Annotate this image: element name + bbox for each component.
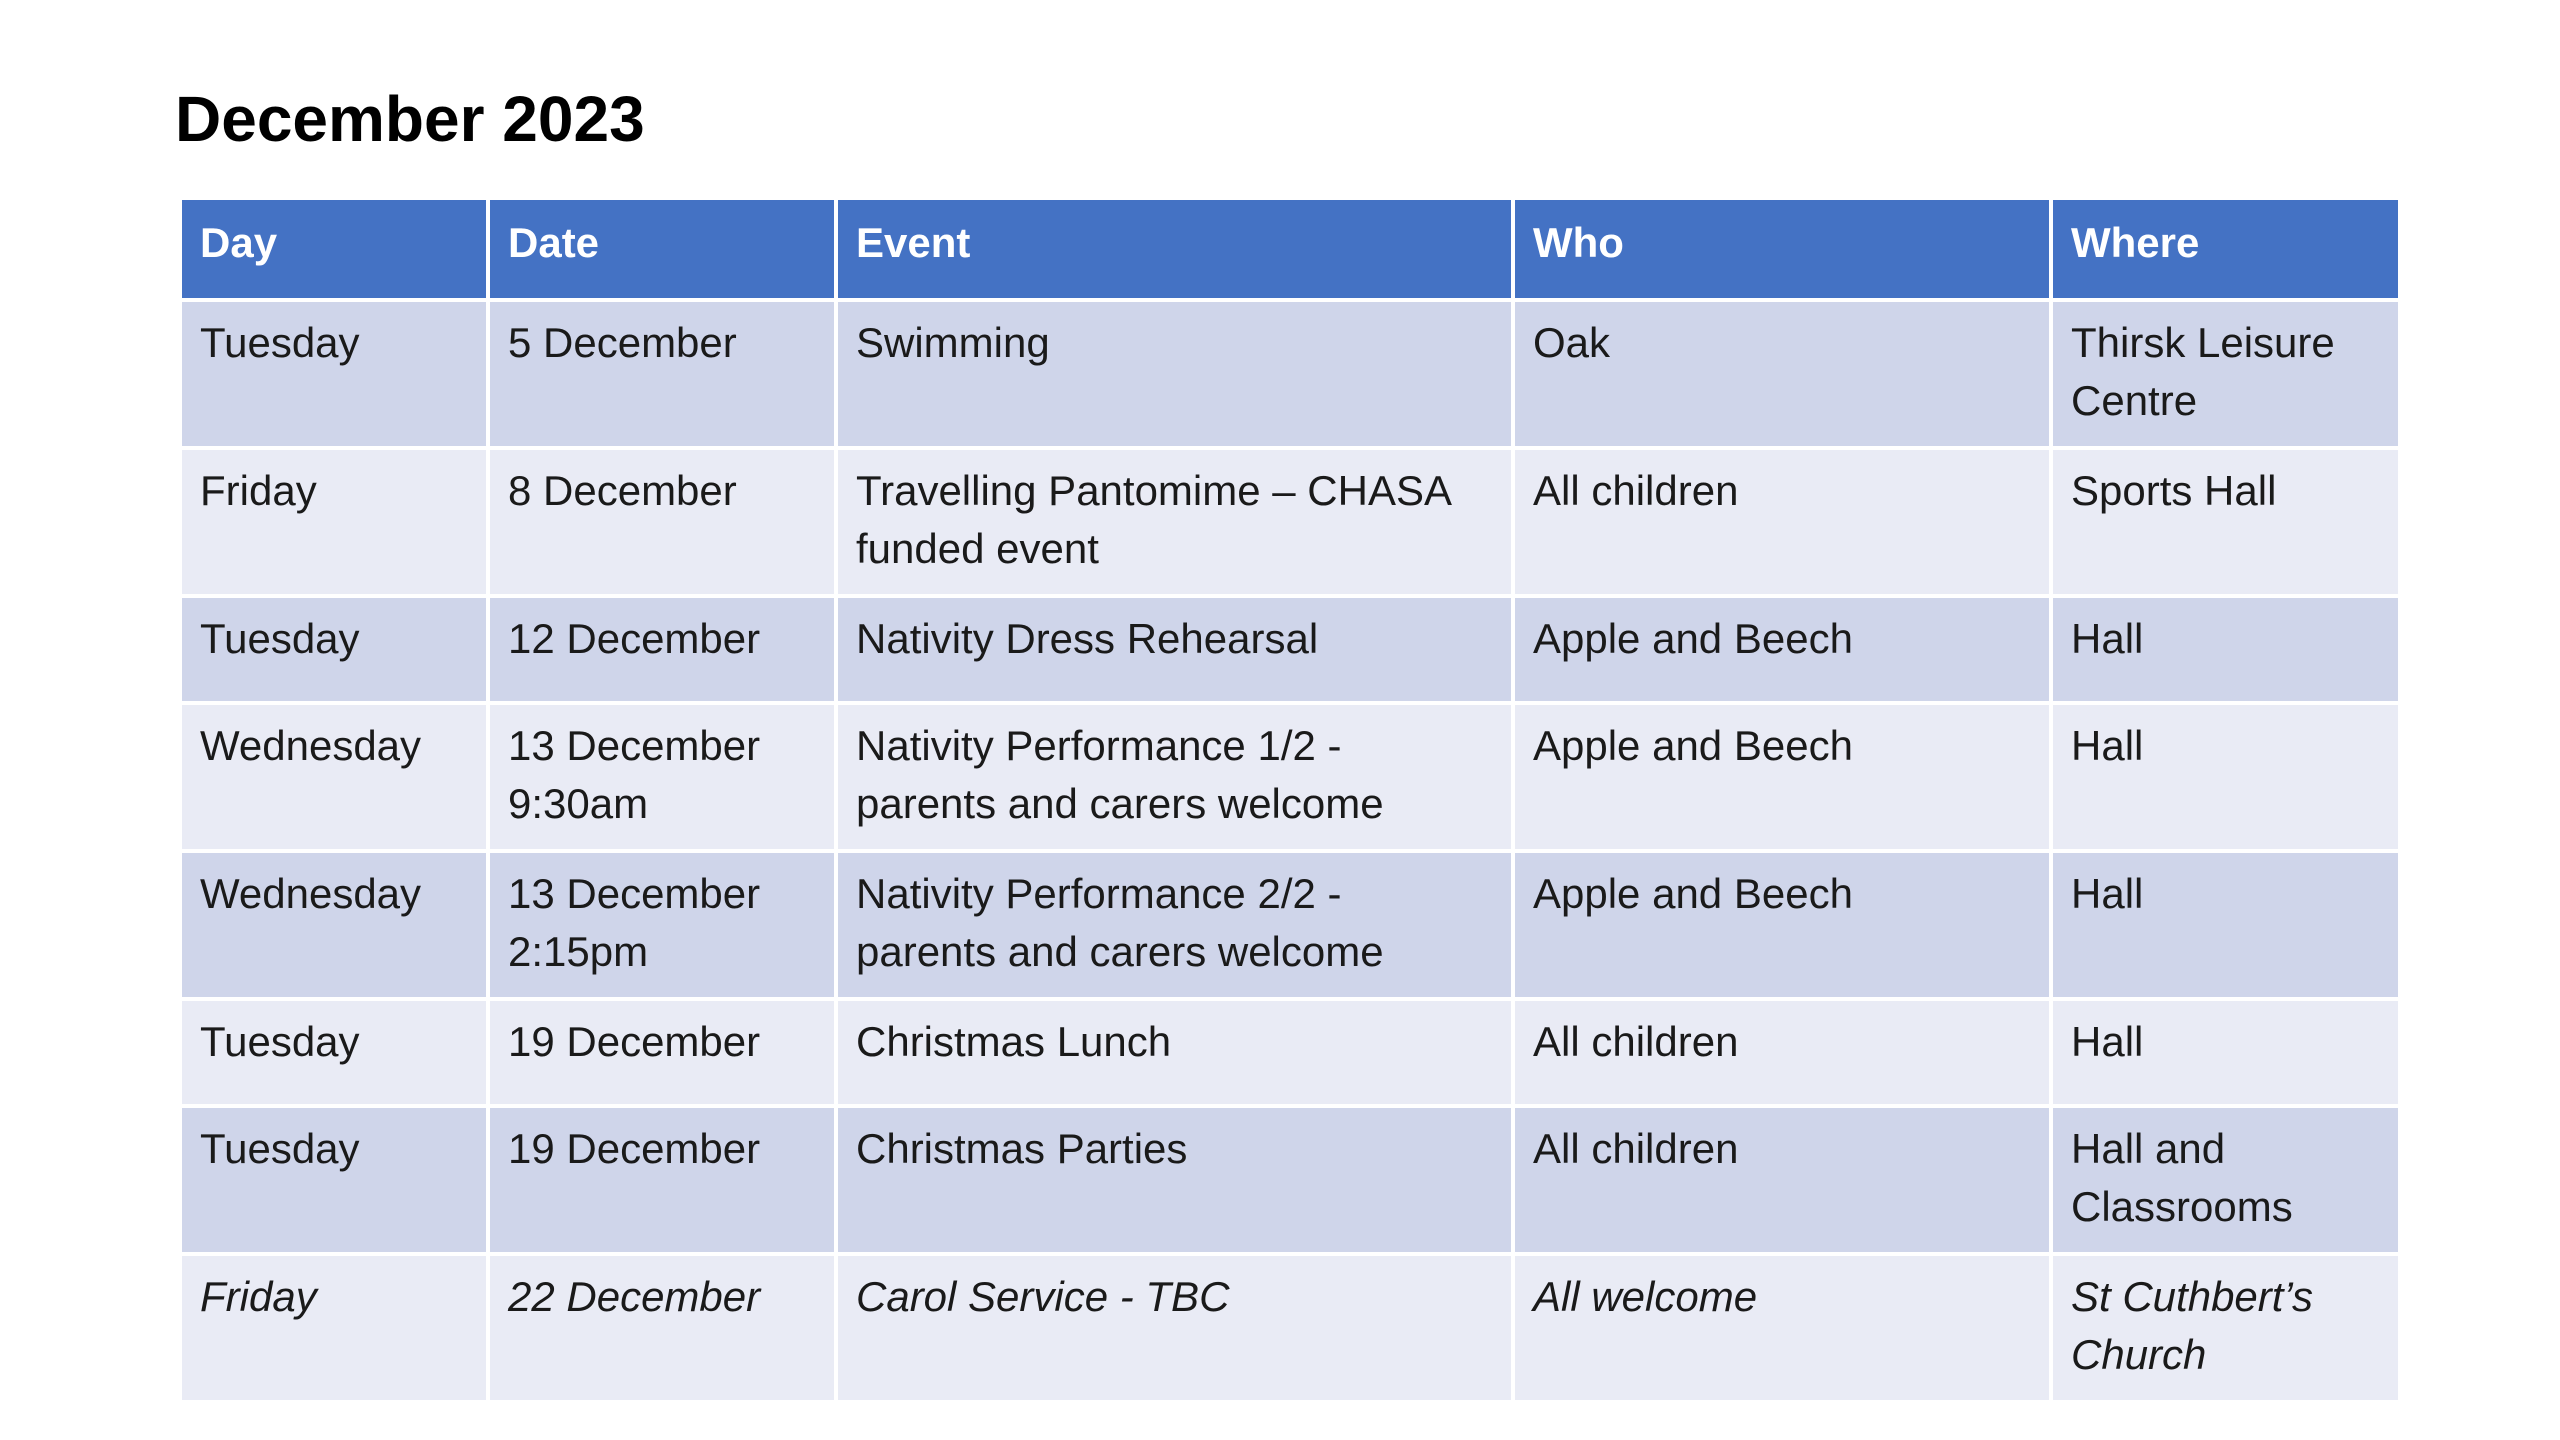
- cell-event-line: parents and carers welcome: [856, 780, 1384, 827]
- cell-date-line: 22 December: [508, 1273, 761, 1320]
- cell-event: [836, 1106, 1513, 1254]
- cell-who: [1513, 596, 2051, 703]
- cell-event: [836, 999, 1513, 1106]
- cell-date-line: 8 December: [508, 467, 737, 514]
- table-row: [180, 999, 2400, 1106]
- column-header-date: Date: [488, 198, 836, 300]
- cell-who: [1513, 448, 2051, 596]
- events-table: [178, 196, 2402, 1404]
- cell-where: [2051, 1106, 2400, 1254]
- cell-where: [2051, 999, 2400, 1106]
- cell-day-text: Friday: [200, 467, 317, 514]
- cell-day-text: Tuesday: [200, 319, 360, 366]
- cell-who: [1513, 703, 2051, 851]
- cell-where-line: Hall and: [2071, 1125, 2226, 1172]
- cell-event: [836, 703, 1513, 851]
- cell-event-line: Travelling Pantomime – CHASA: [856, 467, 1452, 514]
- cell-day: [180, 300, 488, 448]
- cell-day-text: Friday: [200, 1273, 317, 1320]
- cell-event-line: Carol Service - TBC: [856, 1273, 1230, 1320]
- cell-where: [2051, 1254, 2400, 1402]
- cell-day: [180, 703, 488, 851]
- cell-date: [488, 1106, 836, 1254]
- cell-date: [488, 703, 836, 851]
- table-row: [180, 1106, 2400, 1254]
- cell-who-text: Apple and Beech: [1533, 870, 1853, 917]
- cell-who-text: Apple and Beech: [1533, 722, 1853, 769]
- cell-where-line: St Cuthbert’s: [2071, 1273, 2314, 1320]
- cell-date-line: 13 December: [508, 722, 761, 769]
- cell-date: [488, 851, 836, 999]
- cell-event-line: Christmas Lunch: [856, 1018, 1172, 1065]
- cell-date: [488, 1254, 836, 1402]
- cell-date-line: 13 December: [508, 870, 761, 917]
- cell-where: [2051, 851, 2400, 999]
- cell-who: [1513, 851, 2051, 999]
- cell-event: [836, 1254, 1513, 1402]
- table-row: [180, 448, 2400, 596]
- table-row: [180, 703, 2400, 851]
- table-row: [180, 300, 2400, 448]
- cell-event-line: Nativity Performance 1/2 -: [856, 722, 1342, 769]
- cell-where-line: Hall: [2071, 870, 2144, 917]
- cell-event-line: Swimming: [856, 319, 1050, 366]
- column-header-day: Day: [180, 198, 488, 300]
- column-header-who: Who: [1513, 198, 2051, 300]
- cell-day: [180, 851, 488, 999]
- cell-date-line: 12 December: [508, 615, 761, 662]
- cell-event: [836, 596, 1513, 703]
- cell-who: [1513, 300, 2051, 448]
- cell-date-line: 19 December: [508, 1018, 761, 1065]
- cell-event: [836, 851, 1513, 999]
- cell-date-line: 5 December: [508, 319, 737, 366]
- cell-day: [180, 1106, 488, 1254]
- column-header-event: Event: [836, 198, 1513, 300]
- cell-where-line: Hall: [2071, 615, 2144, 662]
- cell-date: [488, 999, 836, 1106]
- cell-where-line: Centre: [2071, 377, 2198, 424]
- cell-where-line: Church: [2071, 1331, 2207, 1378]
- cell-day: [180, 596, 488, 703]
- cell-event-line: parents and carers welcome: [856, 928, 1384, 975]
- cell-where: [2051, 448, 2400, 596]
- cell-who-text: Oak: [1533, 319, 1611, 366]
- cell-day-text: Tuesday: [200, 615, 360, 662]
- cell-date-line: 2:15pm: [508, 928, 649, 975]
- cell-date-line: 9:30am: [508, 780, 649, 827]
- table-row: [180, 1254, 2400, 1402]
- cell-who-text: Apple and Beech: [1533, 615, 1853, 662]
- table-row: [180, 596, 2400, 703]
- cell-who: [1513, 1254, 2051, 1402]
- cell-where: [2051, 596, 2400, 703]
- cell-event-line: Nativity Performance 2/2 -: [856, 870, 1342, 917]
- cell-who-text: All children: [1533, 1018, 1739, 1065]
- table-header-row: [180, 198, 2400, 300]
- cell-where-line: Hall: [2071, 1018, 2144, 1065]
- cell-event-line: funded event: [856, 525, 1099, 572]
- cell-day: [180, 1254, 488, 1402]
- cell-who-text: All children: [1533, 467, 1739, 514]
- cell-where: [2051, 300, 2400, 448]
- cell-date-line: 19 December: [508, 1125, 761, 1172]
- cell-date: [488, 596, 836, 703]
- cell-who-text: All welcome: [1533, 1273, 1758, 1320]
- cell-day: [180, 999, 488, 1106]
- cell-event-line: Christmas Parties: [856, 1125, 1188, 1172]
- column-header-where: Where: [2051, 198, 2400, 300]
- cell-where: [2051, 703, 2400, 851]
- cell-where-line: Sports Hall: [2071, 467, 2277, 514]
- cell-where-line: Hall: [2071, 722, 2144, 769]
- cell-day-text: Wednesday: [200, 722, 422, 769]
- cell-where-line: Classrooms: [2071, 1183, 2293, 1230]
- page-title: December 2023: [175, 83, 645, 155]
- cell-where-line: Thirsk Leisure: [2071, 319, 2335, 366]
- cell-day: [180, 448, 488, 596]
- cell-date: [488, 300, 836, 448]
- cell-day-text: Wednesday: [200, 870, 422, 917]
- cell-date: [488, 448, 836, 596]
- cell-who: [1513, 1106, 2051, 1254]
- cell-who-text: All children: [1533, 1125, 1739, 1172]
- cell-event-line: Nativity Dress Rehearsal: [856, 615, 1319, 662]
- cell-day-text: Tuesday: [200, 1018, 360, 1065]
- cell-day-text: Tuesday: [200, 1125, 360, 1172]
- cell-who: [1513, 999, 2051, 1106]
- cell-event: [836, 448, 1513, 596]
- table-row: [180, 851, 2400, 999]
- cell-event: [836, 300, 1513, 448]
